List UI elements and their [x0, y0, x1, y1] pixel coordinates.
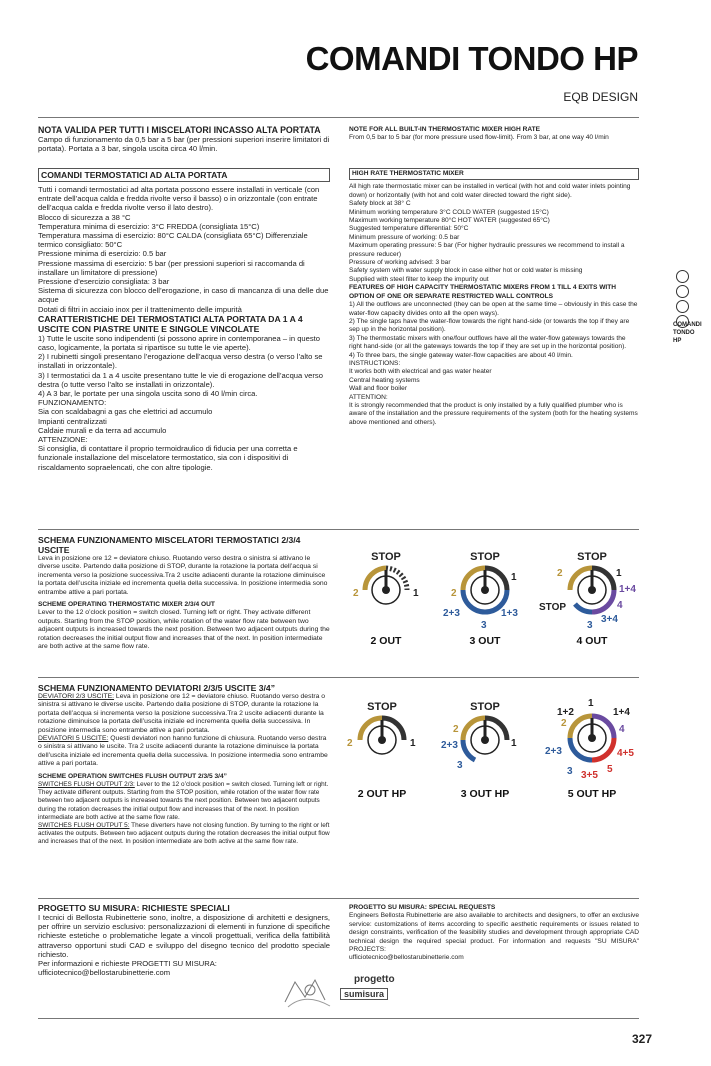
email-link[interactable]: ufficiotecnico@bellostarubinetterie.com: [349, 954, 464, 962]
divider: [38, 529, 639, 530]
sidebar-label: COMANDI TONDO HP: [673, 322, 702, 344]
svg-text:2: 2: [347, 738, 353, 749]
svg-text:4+5: 4+5: [617, 748, 634, 759]
dial-caption: 3 OUT: [469, 635, 501, 647]
svg-text:3: 3: [457, 760, 463, 771]
dial-caption: 4 OUT: [576, 635, 608, 647]
schema-dev-text: SCHEMA FUNZIONAMENTO DEVIATORI 2/3/5 USCITE 3/4” DEVIATORI 2/3 USCITE: Leva in posizione ore 12 = deviatore chiuso. Ruotando verso destra o sinistra si attivano le diverse uscite. Partendo dalla posizione di STOP, durante la rotazione la portata dell’acqua si incrementa verso la posizione successiva.Tra 2 uscite adiacenti durante la rotazione diminuisce la portata dell’uscita iniziale ed incrementa quella della successiva. In posizione intermedia sono entrambe attive a pari portata. DEVIATORI 5 USCITE: Questi deviatori non hanno funzione di chiusura. Ruotando verso destra o sinistra si attivano le uscite. Tra 2 uscite adiacenti durante la rotazione diminuisce la portata dell’uscita iniziale ed incrementa quella della successiva. In posizione intermedia sono entrambe attive a pari portata. SCHEME OPERATION SWITCHES FLUSH OUTPUT 2/3/5 3/4” SWITCHES FLUSH OUTPUT 2/3: Lever to the 12 o’clock position = switch closed. Turning left or right. They activate different outputs. Starting from the STOP position, while rotation of the water flow rate between two adjacent outputs is increased towards the next position. Between two adjacent outputs during the rotation decreases the initial output flow and increases that of the next. In position intermediate are both active at the same flow rate. SWITCHES FLUSH OUTPUT 5: These diverters have not closing function. By turning to the right or left activates the outputs. Between two adjacent outputs during the rotation decreases the initial output flow and increases that of the next. In position intermediate are both active at the same flow rate.: [38, 683, 330, 846]
nota-it: NOTA VALIDA PER TUTTI I MISCELATORI INCASSO ALTA PORTATA Campo di funzionamento da 0,5 bar a 5 bar (per pressioni superiori inserire limitatori di portata). Portata a 3 bar, singola uscita circa 40 l/min.: [38, 125, 330, 154]
comandi-it: COMANDI TERMOSTATICI AD ALTA PORTATA Tutti i comandi termostatici ad alta portata possono essere installati in verticale (con entrate dell’acqua calda e fredda rivolte verso il basso) o in orizzontale (con entrate dell’acqua calda e fredda rivolte verso il lato destro). Blocco di sicurezza a 38 °C Temperatura minima di esercizio: 3°C FREDDA (consigliata 15°C) Temperatura massima di esercizio: 80°C CALDA (consigliata 65°C) Differenziale termico consigliato: 50°C Pressione minima di esercizio: 0.5 bar Pressione massima di esercizio: 5 bar (per pressioni superiori si raccomanda di installare un limitatore di pressione) Pressione d’esercizio consigliata: 3 bar Sistema di sicurezza con blocco dell’erogazione, in caso di mancanza di una delle due acque Dotati di filtri in acciaio inox per il trattenimento delle impurità CARATTERISTICHE DEI TERMOSTATICI ALTA PORTATA DA 1 A 4 USCITE CON PIASTRE UNITE E SINGOLE VINCOLATE 1) Tutte le uscite sono indipendenti (si possono aprire in contemporanea – in questo caso, logicamente, la portata si ripartisce su tutte le vie aperte). 2) I rubinetti singoli presentano l’erogazione dell’acqua verso destra (o verso l’alto se installati in orizzontale). 3) I termostatici da 1 a 4 uscite presentano tutte le vie di erogazione dell’acqua verso destra (o tutte verso l’alto se installati in orizzontale). 4) A 3 bar, le portate per una singola uscita sono di 40 l/min circa. FUNZIONAMENTO: Sia con scaldabagni a gas che elettrici ad accumulo Impianti centralizzati Caldaie murali e da terra ad accumulo ATTENZIONE: Si consiglia, di contattare il proprio termoidraulico di fiducia per una corretta e funzionale installazione del miscelatore termostatico, sia con i dispositivi di riscaldamento sopraelencati, che con altre tipologie.: [38, 170, 329, 472]
stop-label: STOP: [577, 551, 607, 563]
svg-text:5: 5: [607, 764, 613, 775]
svg-text:4: 4: [619, 724, 625, 735]
svg-text:STOP: STOP: [470, 701, 500, 713]
dial-3-out-hp: [441, 701, 517, 800]
schema-term-text: SCHEMA FUNZIONAMENTO MISCELATORI TERMOSTATICI 2/3/4 USCITE Leva in posizione ore 12 = deviatore chiuso. Ruotando verso destra o sinistra si attivano le diverse uscite. Partendo dalla posizione di STOP, durante la rotazione la portata dell’acqua si incrementa verso la posizione successiva.Tra 2 uscite adiacenti durante la rotazione diminuisce la portata dell’uscita iniziale ed incrementa quella della successiva. In posizione intermedia sono entrambe attive a pari portata. SCHEME OPERATING THERMOSTATIC MIXER 2/3/4 OUT Lever to the 12 o’clock position = switch closed. Turning left or right. They activate different outputs. Starting from the STOP position, while rotation of the water flow rate between two adjacent outputs is increased towards the next position. Between two adjacent outputs during the rotation decreases the initial output flow and increases that of the next. In position intermediate are both active at the same flow rate.: [38, 535, 330, 651]
page-title: COMANDI TONDO HP: [305, 40, 638, 77]
round-knob-icon: [676, 285, 689, 298]
comandi-en: HIGH RATE THERMOSTATIC MIXER All high rate thermostatic mixer can be installed in vertical (with hot and cold water inlets pointing down) or horizontally (with hot and cold water directed toward the right side). Safety block at 38° C Minimum working temperature 3°C COLD WATER (suggested 15°C) Maximum working temperature 80°C HOT WATER (suggested 65°C) Suggested temperature differential: 50°C Minimum pressure of working: 0.5 bar Maximum operating pressure: 5 bar (For higher hydraulic pressures we recommend to install a pressure reducer) Pressure of working advised: 3 bar Safety system with water supply block in case either hot or cold water is missing Supplied with steel filter to keep the impurity out FEATURES OF HIGH CAPACITY THERMOSTATIC MIXERS FROM 1 TILL 4 EXITS WITH OPTION OF ONE OR SEPARATE RESTRICTED WALL CONTROLS 1) All the outflows are unconnected (they can be open at the same time – obviously in this case the water-flow capacity divides onto all the open ways). 2) The single taps have the water-flow towards the right hand-side (or towards the top if they are sep up in the horizontal position). 3) The thermostatic mixers with one/four outflows have all the water-flow gateways towards the right hand-side (or all the gateways towards the top if they are set up in the horizontal position). 4) To three bars, the single gateway water-flow capacities are about 40 l/min. INSTRUCTIONS: It works both with electrical and gas water heater Central heating systems Wall and floor boiler ATTENTION: It is strongly recommended that the product is only installed by a fully qualified plumber who is aware of the installation and the pressure requirements of the system (both for the heating systems above mentioned and others).: [349, 170, 638, 426]
stop-label: STOP: [470, 551, 500, 563]
svg-text:3: 3: [481, 620, 487, 631]
svg-text:3 OUT HP: 3 OUT HP: [460, 788, 510, 800]
svg-text:1: 1: [413, 588, 419, 599]
svg-text:3: 3: [567, 766, 573, 777]
svg-text:1: 1: [511, 738, 517, 749]
svg-text:2: 2: [353, 588, 359, 599]
dial-2-out: [353, 551, 419, 647]
svg-text:3+5: 3+5: [581, 770, 598, 781]
svg-text:1+4: 1+4: [619, 584, 636, 595]
svg-text:STOP: STOP: [539, 602, 567, 613]
sketch-icon: [280, 972, 340, 1012]
divider: [38, 117, 639, 118]
svg-text:1+4: 1+4: [613, 707, 630, 718]
svg-text:5 OUT HP: 5 OUT HP: [567, 788, 617, 800]
svg-text:1+3: 1+3: [501, 608, 518, 619]
svg-text:1: 1: [616, 568, 622, 579]
comandi-it-specs: Tutti i comandi termostatici ad alta portata possono essere installati in verticale (con entrate dell’acqua calda e fredda rivolte verso il basso) o in orizzontale (con entrate dell’acqua calda e fredda rivolte verso il lato destro). Blocco di sicurezza a 38 °C Temperatura minima di esercizio: 3°C FREDDA (consigliata 15°C) Temperatura massima di esercizio: 80°C CALDA (consigliata 65°C) Differenziale termico consigliato: 50°C Pressione minima di esercizio: 0.5 bar Pressione massima di esercizio: 5 bar (per pressioni superiori si raccomanda di installare un limitatore di pressione) Pressione d’esercizio consigliata: 3 bar Sistema di sicurezza con blocco dell’erogazione, in caso di mancanza di una delle due acque Dotati di filtri in acciaio inox per il trattenimento delle impurità: [38, 185, 329, 314]
svg-text:1+2: 1+2: [557, 707, 574, 718]
divider: [38, 1018, 639, 1019]
svg-text:2: 2: [557, 568, 563, 579]
nota-en: NOTE FOR ALL BUILT-IN THERMOSTATIC MIXER HIGH RATE From 0,5 bar to 5 bar (for more pressure used flow-limit). From 3 bar, at one way 40 l/min: [349, 126, 609, 142]
diverter-dials: [335, 690, 665, 805]
round-knob-icon: [676, 270, 689, 283]
dial-4-out: [539, 551, 636, 647]
dial-5-out-hp: [545, 698, 634, 800]
svg-text:1: 1: [410, 738, 416, 749]
svg-text:2: 2: [451, 588, 457, 599]
dial-2-out-hp: [347, 701, 416, 800]
misura-en: PROGETTO SU MISURA: SPECIAL REQUESTS Engineers Bellosta Rubinetterie are also available to architects and designers, to offer an exclusive service: customizations of items according to specific aesthetic requirements or issues related to design constraints, verification of the feasibility studies and development through appropriate CAD technical design the required special product. For information and requests "SU MISURA" PROJECTS: ufficiotecnico@bellostarubinetterie.com: [349, 904, 639, 962]
comandi-en-specs: All high rate thermostatic mixer can be installed in vertical (with hot and cold water inlets pointing down) or horizontally (with hot and cold water directed toward the right side). Safety block at 38° C Minimum working temperature 3°C COLD WATER (suggested 15°C) Maximum working temperature 80°C HOT WATER (suggested 65°C) Suggested temperature differential: 50°C Minimum pressure of working: 0.5 bar Maximum operating pressure: 5 bar (For higher hydraulic pressures we recommend to install a pressure reducer) Pressure of working advised: 3 bar Safety system with water supply block in case either hot or cold water is missing Supplied with steel filter to keep the impurity out: [349, 183, 631, 283]
svg-text:2: 2: [561, 718, 567, 729]
svg-text:2+3: 2+3: [441, 740, 458, 751]
email-link[interactable]: ufficiotecnico@bellostarubinetterie.com: [38, 968, 171, 978]
thermostatic-dials: [335, 540, 665, 652]
page-subtitle: EQB DESIGN: [563, 90, 638, 104]
comandi-it-features: 1) Tutte le uscite sono indipendenti (si possono aprire in contemporanea – in questo caso, logicamente, la portata si ripartisce su tutte le vie aperte). 2) I rubinetti singoli presentano l’erogazione dell’acqua verso destra (o verso l’alto se installati in orizzontale). 3) I termostatici da 1 a 4 uscite presentano tutte le vie di erogazione dell’acqua verso destra (o tutte verso l’alto se installati in orizzontale). 4) A 3 bar, le portate per una singola uscita sono di 40 l/min circa. FUNZIONAMENTO: Sia con scaldabagni a gas che elettrici ad accumulo Impianti centralizzati Caldaie murali e da terra ad accumulo ATTENZIONE: Si consiglia, di contattare il proprio termoidraulico di fiducia per una corretta e funzionale installazione del miscelatore termostatico, sia con i dispositivi di riscaldamento sopraelencati, che con altre tipologie.: [38, 333, 323, 472]
svg-text:2 OUT HP: 2 OUT HP: [357, 788, 407, 800]
comandi-en-features: 1) All the outflows are unconnected (they can be open at the same time – obviously in this case the water-flow capacity divides onto all the open ways). 2) The single taps have the water-flow towards the right hand-side (or towards the top if they are sep up in the horizontal position). 3) The thermostatic mixers with one/four outflows have all the water-flow gateways towards the right hand-side (or all the gateways towards the top if they are set up in the horizontal position). 4) To three bars, the single gateway water-flow capacities are about 40 l/min. INSTRUCTIONS: It works both with electrical and gas water heater Central heating systems Wall and floor boiler ATTENTION: It is strongly recommended that the product is only installed by a fully qualified plumber who is aware of the installation and the pressure requirements of the system (both for the heating systems above mentioned and others).: [349, 301, 638, 426]
dial-caption: 2 OUT: [370, 635, 402, 647]
page-number: 327: [632, 1032, 653, 1046]
svg-text:2+3: 2+3: [545, 746, 562, 757]
svg-text:3+4: 3+4: [601, 614, 618, 625]
svg-text:1: 1: [511, 572, 517, 583]
svg-text:3: 3: [587, 620, 593, 631]
misura-it: PROGETTO SU MISURA: RICHIESTE SPECIALI I tecnici di Bellosta Rubinetterie sono, inoltre, a disposizione di architetti e designers, per offrire un servizio esclusivo: personalizzazioni di elementi in funzione di specifiche richieste estetiche o problematiche legate a vincoli progettuali, verifica della fattibilità attraverso opportuni studi CAD e sviluppo del disegno tecnico del prodotto speciale richiesto. Per informazioni e richieste PROGETTI SU MISURA: ufficiotecnico@bellostarubinetterie.com: [38, 903, 330, 978]
dial-3-out: [443, 551, 518, 647]
progetto-sumisura-logo: progetto sumisura: [280, 972, 400, 1012]
round-knob-icon: [676, 300, 689, 313]
svg-text:4: 4: [617, 600, 623, 611]
svg-text:STOP: STOP: [367, 701, 397, 713]
svg-text:1: 1: [588, 698, 594, 709]
divider: [38, 677, 639, 678]
svg-text:2+3: 2+3: [443, 608, 460, 619]
stop-label: STOP: [371, 551, 401, 563]
svg-text:2: 2: [453, 724, 459, 735]
divider: [38, 898, 639, 899]
